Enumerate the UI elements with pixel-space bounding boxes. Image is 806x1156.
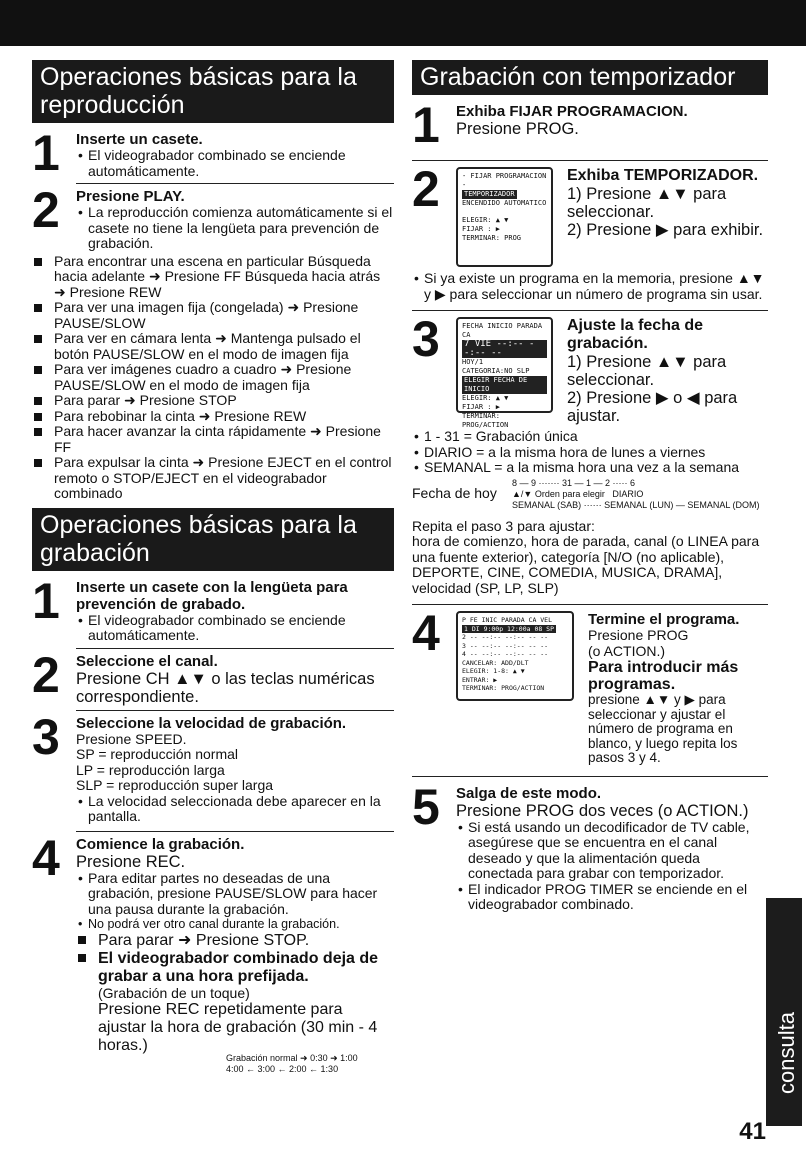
rec-step-1 bbox=[32, 572, 394, 644]
playback-options-list bbox=[32, 254, 394, 502]
step-bullet: • El videograbador combinado se enciende automáticamente. bbox=[76, 613, 394, 644]
lcd-line: FIJAR : ▶ bbox=[462, 225, 500, 233]
list-item: • DIARIO = a la misma hora de lunes a viernes bbox=[412, 445, 768, 461]
lcd-line: ELEGIR: 1-8: ▲ ▼ bbox=[462, 667, 525, 675]
timer-step-1 bbox=[412, 97, 768, 153]
rec-step-2 bbox=[32, 646, 394, 706]
lcd-line-selected: 1 DI 9:00p 12:00a 08 SP bbox=[464, 624, 555, 633]
list-item: Para ver en cámara lenta ➜ Mantenga pulsado el botón PAUSE/SLOW en el modo de imagen fija bbox=[32, 331, 394, 362]
lcd-screen-timer-menu bbox=[456, 167, 553, 267]
lcd-screen-program-list bbox=[456, 611, 574, 701]
step-text: (Grabación de un toque) bbox=[98, 984, 250, 1001]
rec-time-cycle bbox=[76, 1053, 394, 1075]
step-title: Inserte un casete. bbox=[76, 131, 203, 148]
step-bullet: • La reproducción comienza automáticamente si el casete no tiene la lengüeta para prevención de grabación. bbox=[76, 205, 394, 252]
step-title: Ajuste la fecha de grabación. bbox=[566, 317, 703, 352]
diagram-label: Fecha de hoy bbox=[412, 485, 497, 502]
date-cycle-diagram bbox=[412, 478, 768, 511]
lcd-line-selected: ELEGIR FECHA DE INICIO bbox=[462, 376, 547, 394]
cycle-top: Grabación normal ➜ 0:30 ➜ 1:00 bbox=[226, 1053, 358, 1063]
list-item: Para ver una imagen fija (congelada) ➜ Presione PAUSE/SLOW bbox=[32, 300, 394, 331]
step-title: Salga de este modo. bbox=[456, 784, 602, 802]
rec-step-3 bbox=[32, 708, 394, 825]
step-number: 1 bbox=[32, 125, 60, 181]
step-text: 2) Presione ▶ para exhibir. bbox=[566, 221, 764, 239]
lcd-line: TERMINAR: PROG/ACTION bbox=[462, 684, 545, 692]
timer-step-2 bbox=[412, 161, 768, 267]
lcd-line: 2 -- --:-- --:-- -- -- bbox=[462, 633, 549, 641]
page-number: 41 bbox=[739, 1118, 766, 1145]
lcd-line: 3 -- --:-- --:-- -- -- bbox=[462, 641, 549, 650]
lcd-line: HOY/1 bbox=[462, 358, 484, 366]
step-text: hora de comienzo, hora de parada, canal (o LINEA para una fuente exterior), categoría [N/O (no aplicable), DEPORTE, CINE, COMEDIA, MUSICA, DRAMA], velocidad (SP, LP, SLP) bbox=[412, 533, 760, 596]
lcd-line: ELEGIR: ▲ ▼ bbox=[462, 394, 509, 402]
step-text: LP = reproducción larga bbox=[76, 761, 225, 778]
step-note: • Si ya existe un programa en la memoria, presione ▲▼ y ▶ para seleccionar un número de programa sin usar. bbox=[412, 271, 768, 302]
step-title: Exhiba TEMPORIZADOR. bbox=[566, 167, 759, 184]
list-item: Para rebobinar la cinta ➜ Presione REW bbox=[32, 409, 394, 425]
step-number: 2 bbox=[32, 646, 60, 703]
right-column bbox=[412, 60, 768, 913]
lcd-line: CANCELAR: ADD/DLT bbox=[462, 658, 529, 667]
step-text: Presione PROG. bbox=[456, 120, 579, 138]
list-item: Para encontrar una escena en particular Búsqueda hacia adelante ➜ Presione FF Búsqueda hacia atrás ➜ Presione REW bbox=[32, 254, 394, 301]
list-item: El videograbador combinado deja de grabar a una hora prefijada. bbox=[76, 950, 394, 986]
step-text: Presione PROG dos veces (o ACTION.) bbox=[456, 801, 749, 820]
top-bar bbox=[0, 0, 806, 46]
step-title: Termine el programa. bbox=[588, 611, 740, 628]
section-title-timer: Grabación con temporizador bbox=[412, 60, 768, 95]
step-title: Seleccione la velocidad de grabación. bbox=[76, 714, 347, 732]
step-number: 4 bbox=[412, 605, 440, 661]
step-text: Presione PROG bbox=[588, 627, 689, 643]
step-title: Exhiba FIJAR PROGRAMACION. bbox=[456, 103, 688, 120]
list-item: Para parar ➜ Presione STOP. bbox=[76, 932, 394, 950]
list-item: Para ver imágenes cuadro a cuadro ➜ Presione PAUSE/SLOW en el modo de imagen fija bbox=[32, 362, 394, 393]
step-number: 2 bbox=[412, 161, 440, 217]
play-step-2 bbox=[32, 182, 394, 252]
step-number: 3 bbox=[412, 311, 440, 367]
step-text: 1) Presione ▲▼ para seleccionar. bbox=[566, 353, 727, 389]
step-bullet: • El indicador PROG TIMER se enciende en el videograbador combinado. bbox=[456, 882, 766, 913]
lcd-line: 4 -- --:-- --:-- -- -- bbox=[462, 650, 549, 658]
lcd-line: TERMINAR: PROG bbox=[462, 234, 522, 242]
list-item: Para hacer avanzar la cinta rápidamente ➜ Presione FF bbox=[32, 424, 394, 455]
step-bullet: • No podrá ver otro canal durante la grabación. bbox=[76, 917, 394, 932]
list-item: • SEMANAL = a la misma hora una vez a la semana bbox=[412, 460, 768, 476]
step-text: SLP = reproducción super larga bbox=[76, 777, 274, 793]
diagram-line: SEMANAL (SAB) ······ SEMANAL (LUN) — SEMANAL (DOM) bbox=[512, 499, 760, 510]
lcd-line: TERMINAR: PROG/ACTION bbox=[462, 412, 509, 429]
step-bullet: • La velocidad seleccionada debe aparecer en la pantalla. bbox=[76, 794, 394, 825]
list-item: Para parar ➜ Presione STOP bbox=[32, 393, 394, 409]
step-number: 4 bbox=[32, 829, 60, 886]
step-title: Seleccione el canal. bbox=[76, 652, 218, 670]
diagram-line: ▲/▼ Orden para elegir bbox=[512, 488, 605, 499]
lcd-line-selected: 7 VIE --:-- --:-- -- bbox=[462, 340, 547, 358]
step-number: 1 bbox=[32, 572, 60, 629]
step-text: Presione REC repetidamente para ajustar la hora de grabación (30 min - 4 horas.) bbox=[98, 1001, 378, 1054]
step-bullet: • Si está usando un decodificador de TV cable, asegúrese que se encuentra en el canal deseado y que la alimentación queda conectada para grabar con temporizador. bbox=[456, 820, 766, 882]
step-text: SP = reproducción normal bbox=[76, 746, 238, 762]
date-options bbox=[412, 429, 768, 476]
section-title-recording: Operaciones básicas para la grabación bbox=[32, 508, 394, 571]
diagram-line: 8 — 9 ······· 31 — 1 — 2 ····· 6 bbox=[512, 477, 636, 488]
step-number: 3 bbox=[32, 708, 60, 765]
step-bullet: • El videograbador combinado se enciende automáticamente. bbox=[76, 148, 394, 179]
lcd-line: CATEGORIA:NO SLP bbox=[462, 367, 530, 375]
cycle-bottom: 4:00 ← 3:00 ← 2:00 ← 1:30 bbox=[226, 1064, 339, 1074]
timer-step-5 bbox=[412, 778, 766, 913]
step-text: Presione REC. bbox=[76, 852, 186, 871]
section-title-playback: Operaciones básicas para la reproducción bbox=[32, 60, 394, 123]
lcd-line: ELEGIR: ▲ ▼ bbox=[462, 216, 509, 224]
step-text: 1) Presione ▲▼ para seleccionar. bbox=[566, 185, 727, 221]
lcd-screen-date bbox=[456, 317, 553, 429]
step-number: 2 bbox=[32, 182, 60, 238]
lcd-line-selected: TEMPORIZADOR bbox=[464, 190, 515, 198]
lcd-line: ENCENDIDO AUTOMATICO bbox=[462, 199, 547, 207]
step-number: 5 bbox=[412, 778, 440, 835]
step-text: 2) Presione ▶ o ◀ para ajustar. bbox=[566, 389, 738, 425]
lcd-line: FECHA INICIO PARADA CA bbox=[462, 322, 543, 339]
left-column bbox=[32, 60, 394, 1075]
step-text: presione ▲▼ y ▶ para seleccionar y ajustar el número de programa en blanco, y luego repita los pasos 3 y 4. bbox=[588, 692, 738, 765]
diagram-diario: DIARIO bbox=[612, 488, 644, 499]
lcd-line: P FE INIC PARADA CA VEL bbox=[462, 616, 553, 624]
step-text: (o ACTION.) bbox=[588, 642, 666, 659]
lcd-line: FIJAR : ▶ bbox=[462, 403, 500, 411]
step-title: Comience la grabación. bbox=[76, 835, 245, 853]
step-text: Presione CH ▲▼ o las teclas numéricas correspondiente. bbox=[76, 669, 375, 706]
step-bullet: • Para editar partes no deseadas de una grabación, presione PAUSE/SLOW para hacer una pausa durante la grabación. bbox=[76, 871, 394, 918]
timer-step-4 bbox=[412, 605, 768, 766]
play-step-1 bbox=[32, 125, 394, 181]
timer-step-3 bbox=[412, 311, 768, 429]
list-item: • 1 - 31 = Grabación única bbox=[412, 429, 768, 445]
step-title: Presione PLAY. bbox=[76, 188, 185, 205]
step-text: Presione SPEED. bbox=[76, 730, 187, 747]
rec-step-4 bbox=[32, 829, 394, 1076]
step-title: Inserte un casete con la lengüeta para prevención de grabado. bbox=[76, 578, 348, 613]
lcd-line: - FIJAR PROGRAMACION - bbox=[462, 172, 547, 189]
side-tab-consulta bbox=[766, 898, 802, 1126]
side-tab-label: consulta bbox=[774, 1012, 799, 1094]
step-text: Repita el paso 3 para ajustar: bbox=[412, 517, 595, 534]
step-title: Para introducir más programas. bbox=[588, 659, 739, 693]
step-number: 1 bbox=[412, 97, 440, 153]
list-item: Para expulsar la cinta ➜ Presione EJECT en el control remoto o STOP/EJECT en el videograbador combinado bbox=[32, 455, 394, 502]
lcd-line: ENTRAR: ▶ bbox=[462, 675, 498, 684]
